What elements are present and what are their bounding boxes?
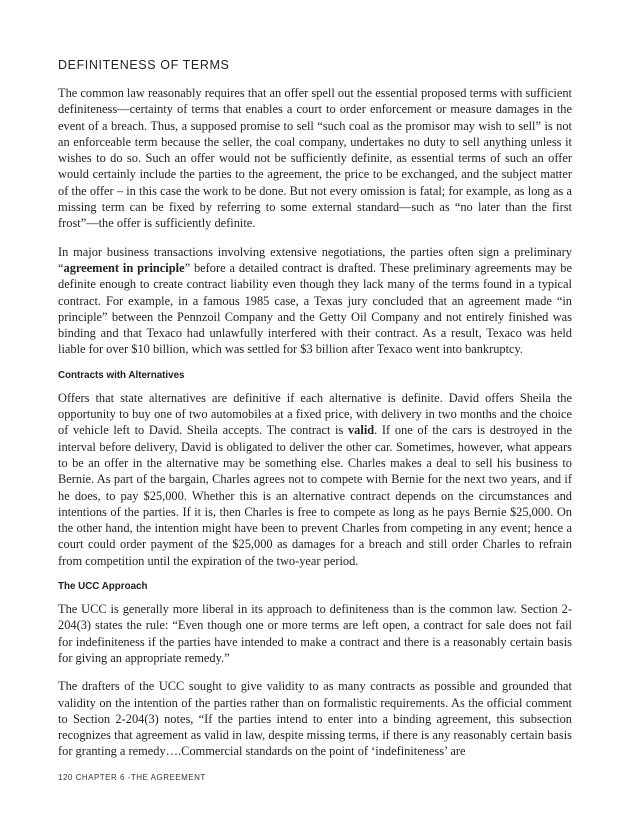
paragraph-agreement-in-principle <box>58 244 572 358</box>
subheading-contracts-with-alternatives: Contracts with Alternatives <box>58 369 185 381</box>
section-title: DEFINITENESS OF TERMS <box>58 58 230 72</box>
paragraph-ucc-rule: The UCC is generally more liberal in its approach to definiteness than is the common law. Section 2-204(3) states the rule: “Even though one or more terms are left open, a contract for sale does not fail for indefiniteness if the parties have intended to make a contract and there is a reasonably certain basis for giving an appropriate remedy.” <box>58 602 572 665</box>
bold-term: agreement in principle <box>63 260 185 275</box>
page-content <box>58 58 572 772</box>
text-run: ” before a detailed contract is drafted. These preliminary agreements may be definite enough to create contract liability even though they lack many of the terms found in a typical contract. For example, in a famous 1985 case, a Texas jury concluded that an agreement made “in principle” between the Pennzoil Company and the Getty Oil Company and not entirely finished was binding and that Texaco had unlawfully interfered with their contract. As a result, Texaco was held liable for over $10 billion, which was settled for $3 billion after Texaco went into bankruptcy. <box>58 260 572 357</box>
paragraph-ucc-drafters: The drafters of the UCC sought to give validity to as many contracts as possible and grounded that validity on the intention of the parties rather than on formalistic requirements. As the official comment to Section 2-204(3) notes, “If the parties intend to enter into a binding agreement, this subsection recognizes that agreement as valid in law, despite missing terms, if there is any reasonably certain basis for granting a remedy….Commercial standards on the point of ‘indefiniteness’ are <box>58 679 572 759</box>
text-run: In major business transactions involving extensive negotiations, the parties often sign a preliminary “ <box>58 244 572 275</box>
text-run: Offers that state alternatives are definitive if each alternative is definite. David offers Sheila the opportunity to buy one of two automobiles at a fixed price, with delivery in two months and the choice of vehicle left to David. Sheila accepts. The contract is <box>58 390 572 438</box>
page-footer: 120 CHAPTER 6 -THE AGREEMENT <box>58 773 206 782</box>
paragraph-definiteness: The common law reasonably requires that an offer spell out the essential proposed terms with sufficient definiteness—certainty of terms that enables a court to order enforcement or measure damages in the event of a breach. Thus, a supposed promise to sell “such coal as the promisor may wish to sell” is not an enforceable term because the seller, the coal company, undertakes no duty to sell anything unless it wishes to do so. Such an offer would not be sufficiently definite, as essential terms of such an offer would certainly include the parties to the agreement, the price to be exchanged, and the subject matter of the offer – in this case the work to be done. But not every omission is fatal; for example, as long as a missing term can be fixed by referring to some external standard—such as “no later than the first frost”—the offer is sufficiently definite. <box>58 86 572 231</box>
subheading-ucc-approach: The UCC Approach <box>58 581 148 593</box>
text-run: . If one of the cars is destroyed in the interval before delivery, David is obligated to deliver the other car. Sometimes, however, what appears to be an offer in the alternative may be something else. Charles makes a deal to sell his business to Bernie. As part of the bargain, Charles agrees not to compete with Bernie for the next two years, and if he does, to pay $25,000. Whether this is an alternative contract depends on the circumstances and intentions of the parties. If it is, then Charles is free to compete as long as he pays Bernie $25,000. On the other hand, the intention might have been to prevent Charles from competing in any event; hence a court could order payment of the $25,000 as damages for a breach and still order Charles to refrain from competition until the expiration of the two-year period. <box>58 423 572 568</box>
bold-term: valid <box>347 423 375 438</box>
paragraph-alternatives <box>58 390 572 569</box>
